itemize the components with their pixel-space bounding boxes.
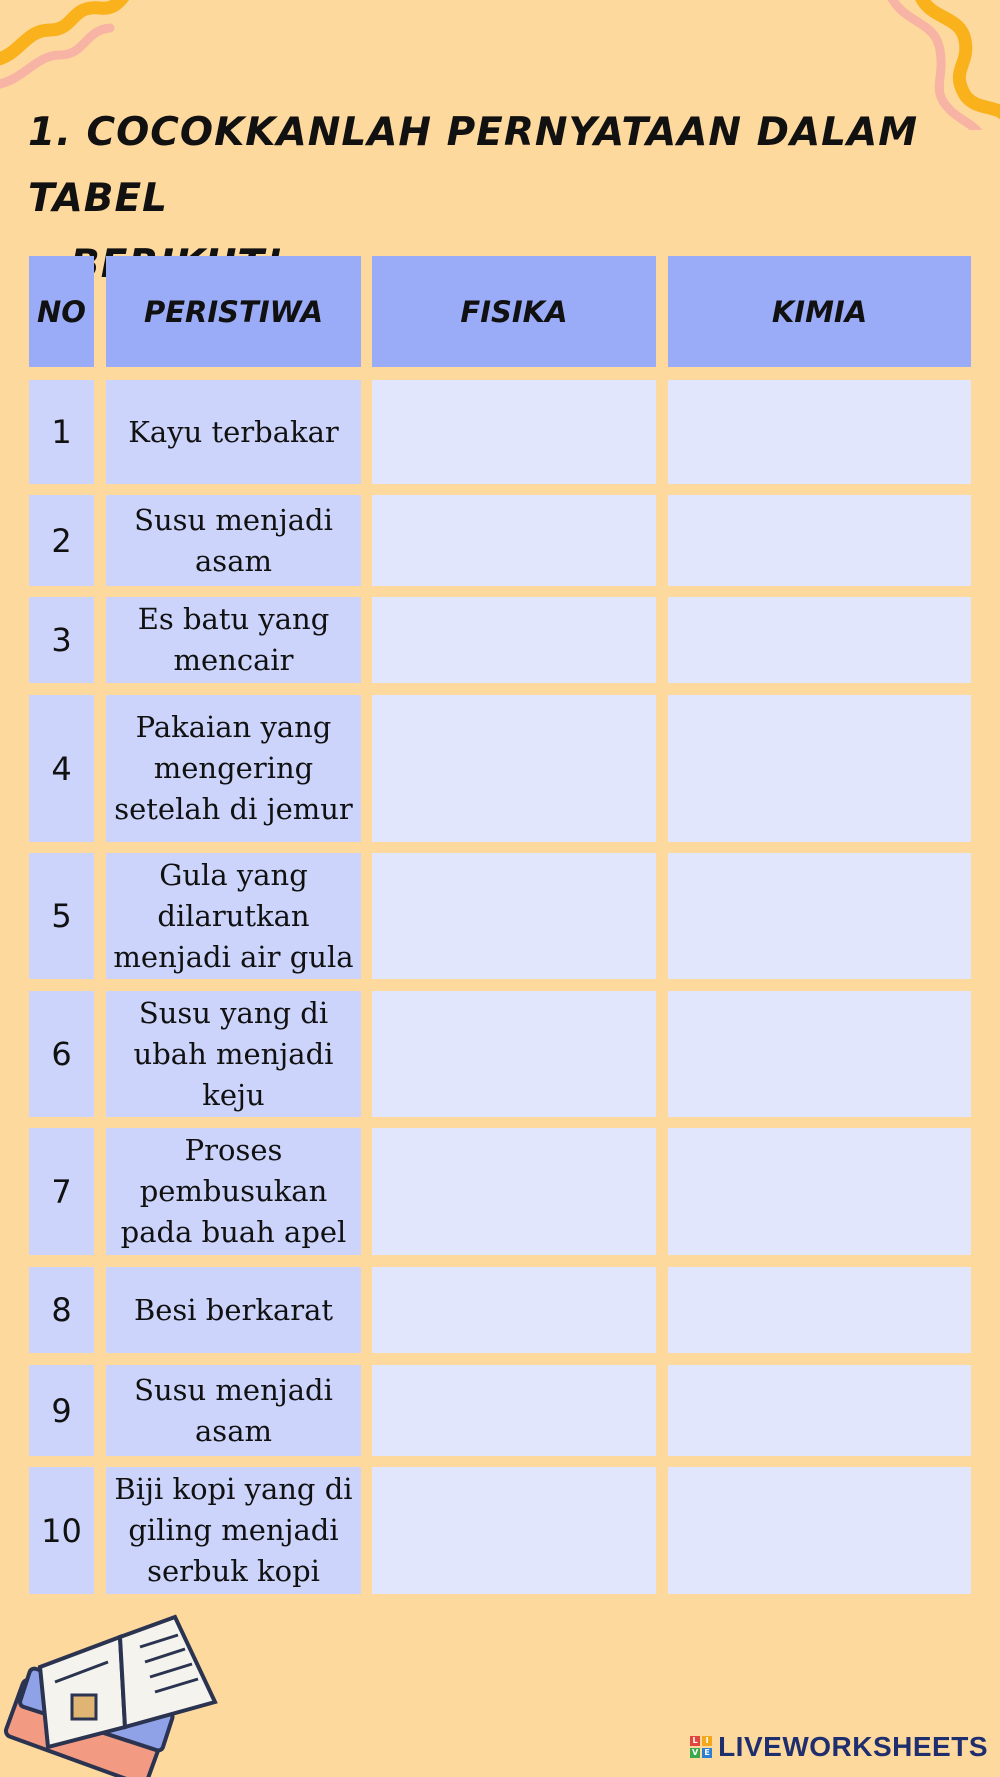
row-number: 6	[29, 991, 94, 1117]
row-event: Susu menjadi asam	[106, 1365, 361, 1456]
fisika-answer-cell[interactable]	[372, 695, 656, 842]
fisika-answer-cell[interactable]	[372, 853, 656, 979]
fisika-answer-cell[interactable]	[372, 1267, 656, 1353]
header-no: NO	[29, 256, 94, 367]
header-fisika: FISIKA	[372, 256, 656, 367]
row-event: Kayu terbakar	[106, 380, 361, 484]
fisika-answer-cell[interactable]	[372, 1467, 656, 1594]
row-event: Pakaian yang mengering setelah di jemur	[106, 695, 361, 842]
kimia-answer-cell[interactable]	[668, 495, 971, 586]
kimia-answer-cell[interactable]	[668, 1128, 971, 1255]
row-number: 3	[29, 597, 94, 683]
row-number: 2	[29, 495, 94, 586]
row-event: Susu menjadi asam	[106, 495, 361, 586]
header-kimia: KIMIA	[668, 256, 971, 367]
fisika-answer-cell[interactable]	[372, 597, 656, 683]
row-event: Gula yang dilarutkan menjadi air gula	[106, 853, 361, 979]
kimia-answer-cell[interactable]	[668, 853, 971, 979]
fisika-answer-cell[interactable]	[372, 1128, 656, 1255]
row-event: Besi berkarat	[106, 1267, 361, 1353]
row-event: Biji kopi yang di giling menjadi serbuk kopi	[106, 1467, 361, 1594]
row-number: 1	[29, 380, 94, 484]
row-number: 8	[29, 1267, 94, 1353]
fisika-answer-cell[interactable]	[372, 380, 656, 484]
kimia-answer-cell[interactable]	[668, 1467, 971, 1594]
header-peristiwa: PERISTIWA	[106, 256, 361, 367]
row-number: 4	[29, 695, 94, 842]
row-number: 7	[29, 1128, 94, 1255]
kimia-answer-cell[interactable]	[668, 991, 971, 1117]
row-event: Susu yang di ubah menjadi keju	[106, 991, 361, 1117]
kimia-answer-cell[interactable]	[668, 380, 971, 484]
title-line-1: 1. COCOKKANLAH PERNYATAAN DALAM TABEL	[28, 110, 919, 221]
squiggle-top-left-icon	[0, 0, 130, 90]
fisika-answer-cell[interactable]	[372, 991, 656, 1117]
row-number: 5	[29, 853, 94, 979]
fisika-answer-cell[interactable]	[372, 1365, 656, 1456]
kimia-answer-cell[interactable]	[668, 597, 971, 683]
kimia-answer-cell[interactable]	[668, 1365, 971, 1456]
liveworksheets-brand: LIVEWORKSHEETS	[718, 1731, 988, 1762]
books-icon	[0, 1607, 230, 1777]
fisika-answer-cell[interactable]	[372, 495, 656, 586]
kimia-answer-cell[interactable]	[668, 695, 971, 842]
row-event: Es batu yang mencair	[106, 597, 361, 683]
liveworksheets-logo[interactable]	[690, 1731, 988, 1763]
kimia-answer-cell[interactable]	[668, 1267, 971, 1353]
row-number: 10	[29, 1467, 94, 1594]
row-event: Proses pembusukan pada buah apel	[106, 1128, 361, 1255]
row-number: 9	[29, 1365, 94, 1456]
liveworksheets-logo-icon: L I V E	[690, 1736, 712, 1758]
